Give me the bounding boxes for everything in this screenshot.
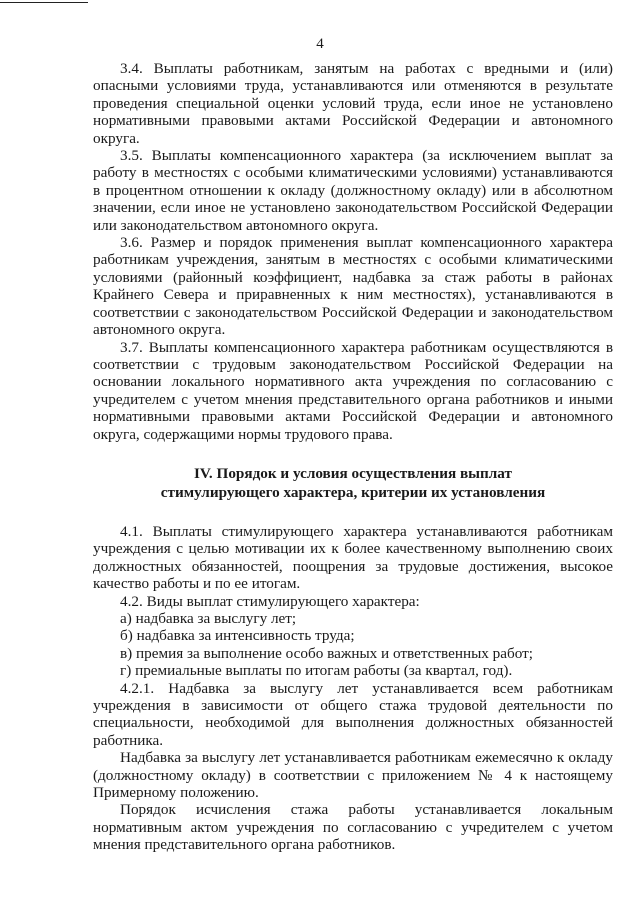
paragraph-monthly-bonus: Надбавка за выслугу лет устанавливается работникам ежемесячно к окладу (должностному окладу) в соответствии с приложением № 4 к настоящему Примерному положению. — [93, 749, 613, 802]
list-item-a: а) надбавка за выслугу лет; — [120, 609, 297, 627]
section-heading — [93, 464, 613, 502]
paragraph-4-2-1: 4.2.1. Надбавка за выслугу лет устанавливается всем работникам учреждения в зависимости от общего стажа трудовой деятельности по специальности, необходимой для выполнения должностных обязанностей работника. — [93, 679, 613, 749]
list-item-c: в) премия за выполнение особо важных и ответственных работ; — [120, 644, 533, 662]
section-heading-line-1: IV. Порядок и условия осуществления выплат — [194, 464, 512, 482]
top-rule-line — [0, 2, 88, 3]
document-body — [93, 60, 613, 854]
paragraph-3-6: 3.6. Размер и порядок применения выплат компенсационного характера работникам учреждения, занятым в местностях с особыми климатическими условиями (районный коэффициент, надбавка за стаж работы в районах Крайнего Севера и приравненных к ним местностях), устанавливаются в соответствии с законодательством Российской Федерации и законодательством автономного округа. — [93, 234, 613, 339]
paragraph-3-5: 3.5. Выплаты компенсационного характера (за исключением выплат за работу в местностях с особыми климатическими условиями) устанавливаются в процентном отношении к окладу (должностному окладу) или в абсолютном значении, если иное не установлено законодательством Российской Федерации или законодательством автономного округа. — [93, 147, 613, 234]
paragraph-4-1: 4.1. Выплаты стимулирующего характера устанавливаются работникам учреждения с целью мотивации их к более качественному выполнению своих должностных обязанностей, поощрения за трудовые достижения, высокое качество работы и по ее итогам. — [93, 522, 613, 593]
list-item-b: б) надбавка за интенсивность труда; — [120, 627, 355, 645]
list-item-d: г) премиальные выплаты по итогам работы (за квартал, год). — [120, 662, 513, 680]
paragraph-3-4: 3.4. Выплаты работникам, занятым на работах с вредными и (или) опасными условиями труда, устанавливаются или отменяются в результате проведения специальной оценки условий труда, если иное не установлено нормативными правовыми актами Российской Федерации и автономного округа. — [93, 60, 613, 147]
page-number: 4 — [316, 36, 324, 52]
section-heading-line-2: стимулирующего характера, критерии их установления — [160, 483, 546, 501]
paragraph-3-7: 3.7. Выплаты компенсационного характера работникам осуществляются в соответствии с трудовым законодательством Российской Федерации на основании локального нормативного акта учреждения по согласованию с учредителем с учетом мнения представительного органа работников и иными нормативными правовыми актами Российской Федерации и автономного округа, содержащими нормы трудового права. — [93, 338, 613, 443]
paragraph-4-2: 4.2. Виды выплат стимулирующего характера: — [120, 592, 420, 610]
paragraph-seniority-procedure: Порядок исчисления стажа работы устанавливается локальным нормативным актом учреждения по согласованию с учредителем с учетом мнения представительного органа работников. — [93, 801, 613, 854]
